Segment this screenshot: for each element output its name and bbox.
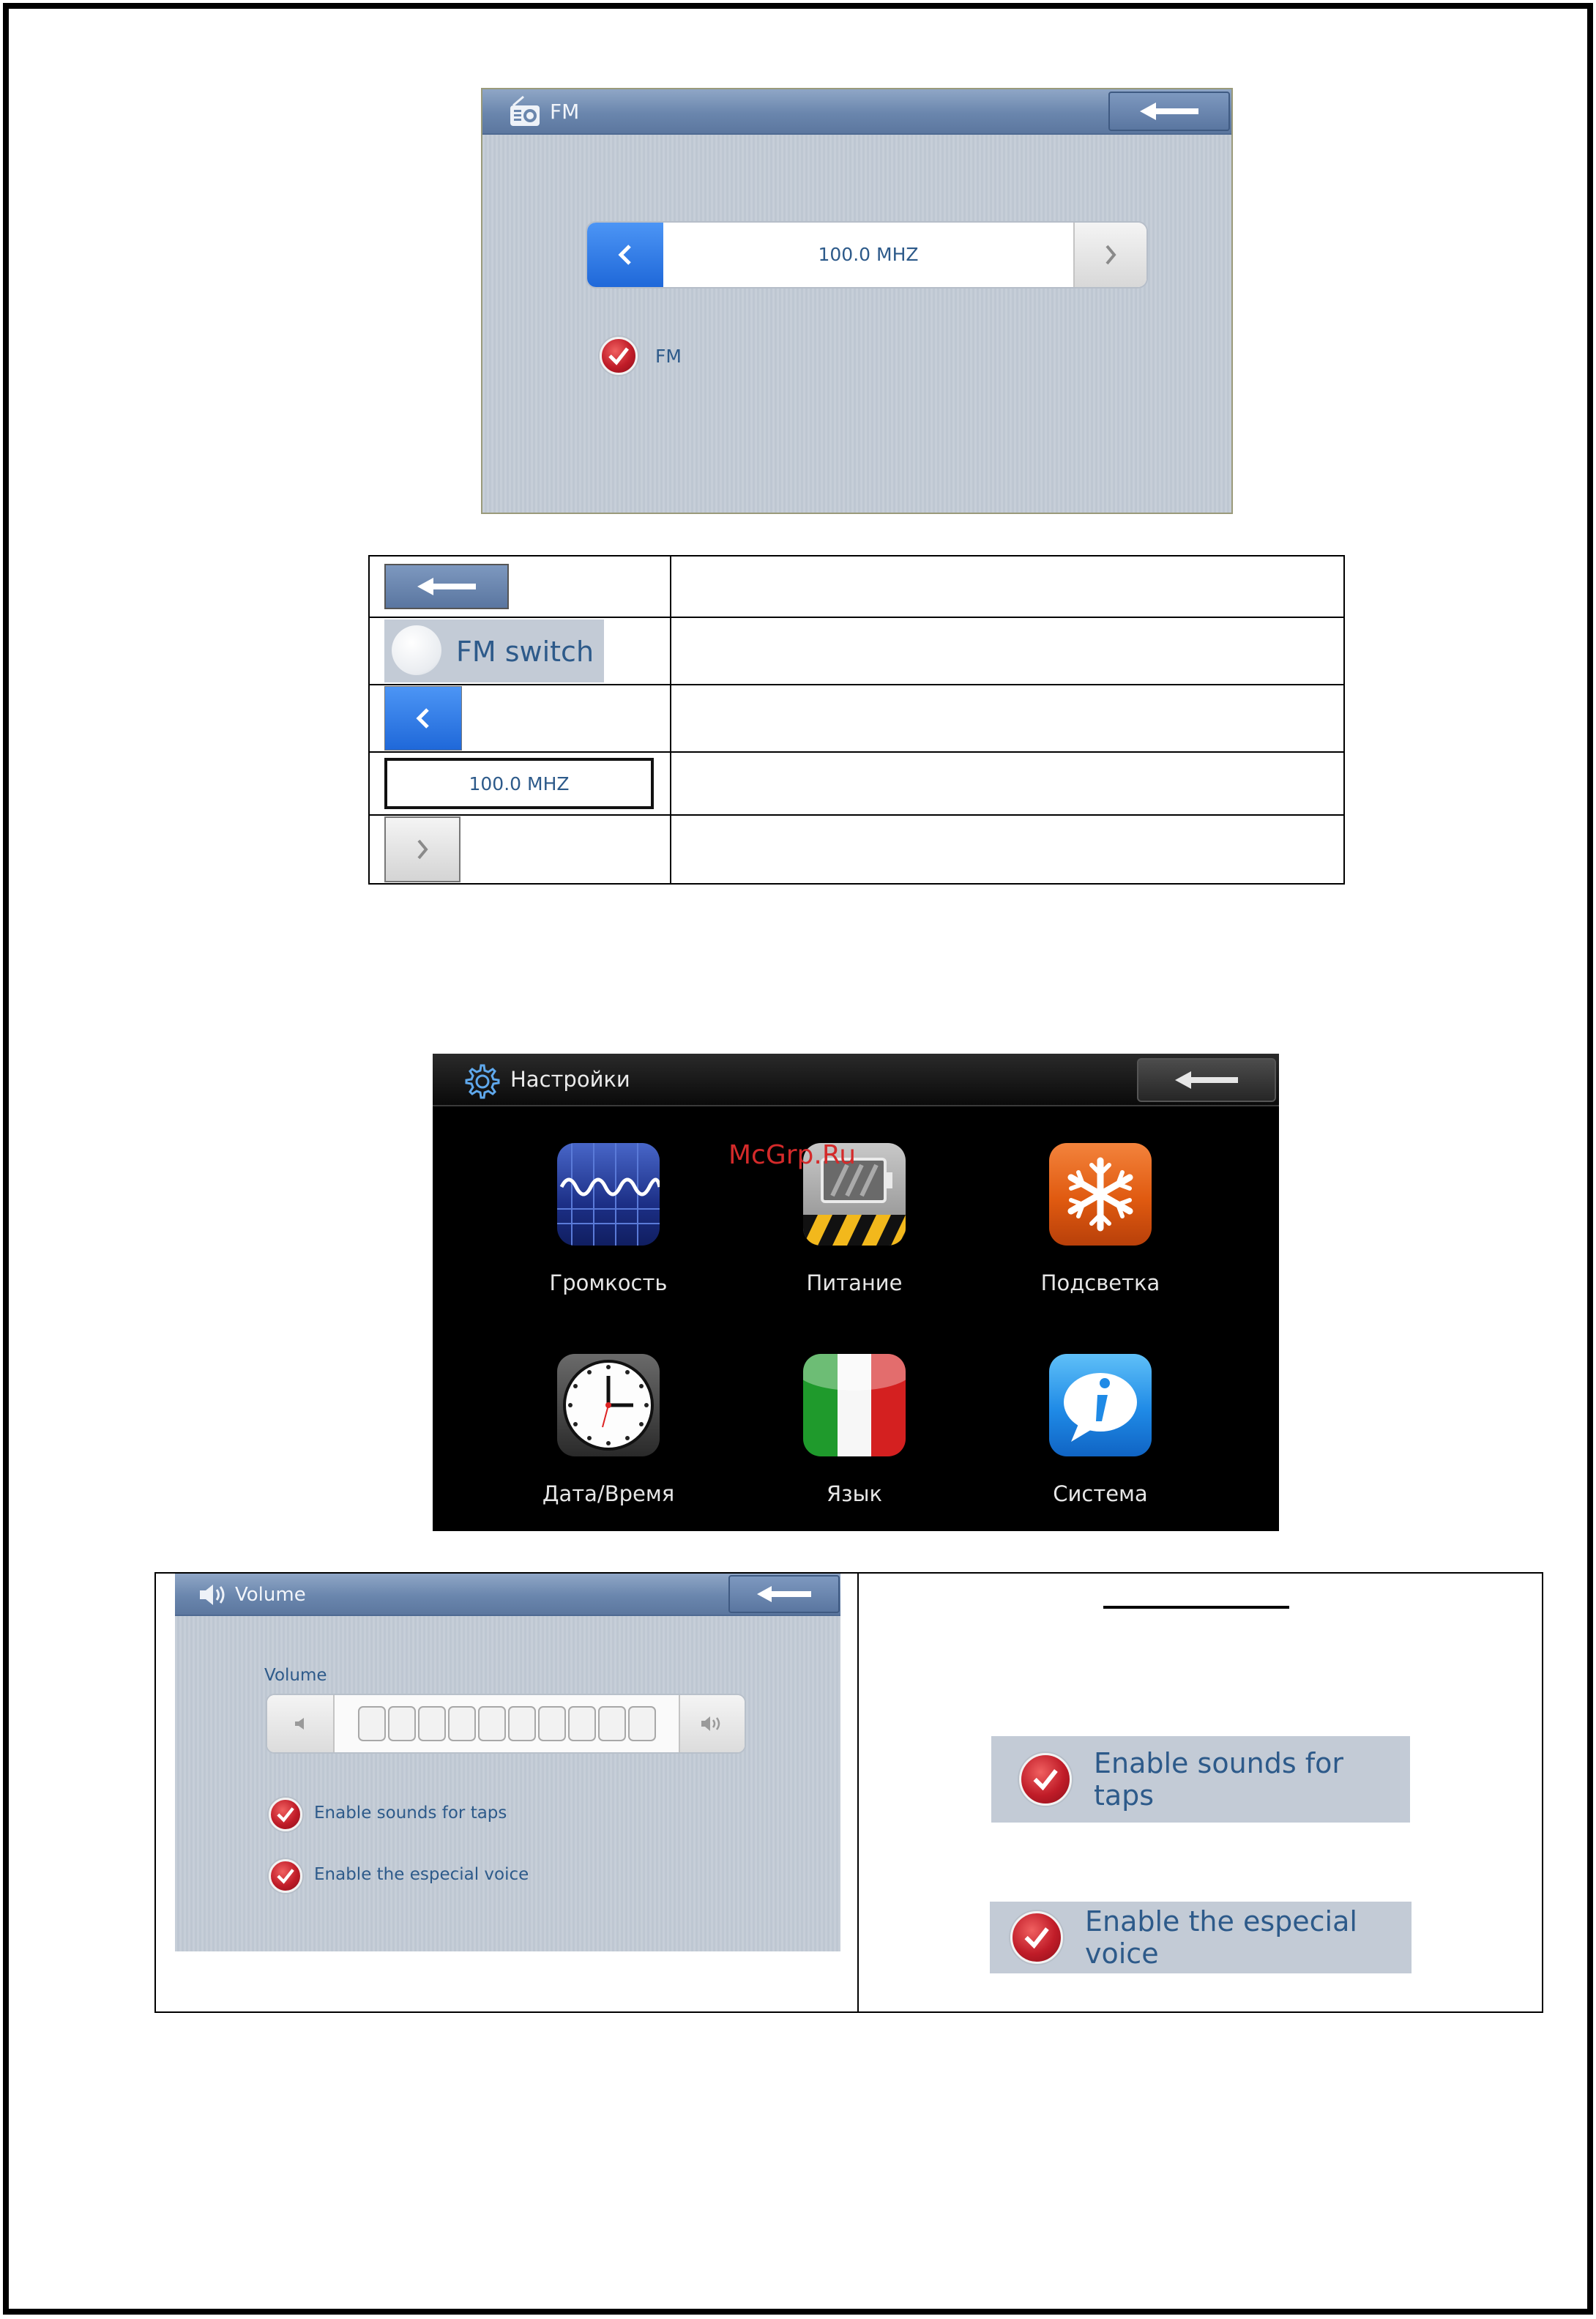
next-frequency-button[interactable] [1073,223,1146,287]
prev-frequency-button[interactable] [587,223,663,287]
chevron-left-icon [416,707,430,729]
table-row [369,685,1344,752]
volume-screen [175,1574,840,1951]
next-chevron-button[interactable] [384,816,460,882]
legend-enable-taps [991,1736,1410,1823]
gear-icon [460,1061,501,1102]
settings-titlebar [433,1054,1279,1106]
table-row [369,752,1344,815]
table-cell [369,617,671,685]
settings-item-datetime-label: Дата/Время [542,1481,675,1506]
settings-screen [433,1054,1279,1531]
checkmark-icon [1023,1926,1050,1949]
volume-up-button[interactable] [679,1695,746,1752]
back-arrow-icon [417,578,476,595]
table-row [369,815,1344,884]
legend-voice-check-icon [1010,1911,1063,1964]
checkmark-icon [608,346,630,365]
volume-slider[interactable] [266,1694,746,1754]
volume-segments [358,1705,660,1742]
checkmark-icon [276,1806,295,1823]
speaker-high-icon [700,1715,726,1732]
enable-voice-checkbox[interactable] [269,1859,302,1893]
legend-taps-label: Enable sounds for taps [1094,1747,1343,1812]
settings-item-volume-label: Громкость [549,1270,668,1295]
fm-checkbox[interactable] [600,337,638,375]
italian-flag-icon[interactable] [803,1354,906,1456]
prev-chevron-button[interactable] [384,686,462,751]
frequency-field: 100.0 MHZ [384,758,654,809]
fm-checkbox-label: FM [655,346,682,367]
speaker-low-icon [294,1716,307,1731]
settings-item-backlight-label: Подсветка [1040,1270,1160,1295]
watermark: McGrp.Ru [728,1140,857,1170]
volume-table-divider [857,1574,859,2011]
switch-circle-icon [392,625,441,675]
back-arrow-icon [1175,1071,1238,1089]
legend-voice-label: Enable the especial voice [1085,1905,1357,1970]
table-description-cell [671,685,1344,752]
legend-taps-check-icon [1019,1753,1072,1806]
back-arrow-icon [1140,103,1198,120]
info-icon[interactable] [1049,1354,1152,1456]
table-description-cell [671,617,1344,685]
radio-icon [507,95,542,129]
table-cell [369,815,671,884]
fm-titlebar [482,89,1231,135]
volume-table [154,1572,1543,2013]
settings-item-system-label: Система [1053,1481,1148,1506]
volume-wave-icon[interactable] [557,1143,660,1246]
fm-switch-label: FM switch [456,636,594,668]
settings-item-language-label: Язык [827,1481,882,1506]
table-row [369,617,1344,685]
settings-back-button[interactable] [1137,1058,1276,1102]
fm-title: FM [550,100,580,124]
volume-titlebar [175,1574,840,1616]
fm-frequency-control [586,221,1148,289]
table-cell [369,556,671,617]
volume-back-button[interactable] [728,1575,840,1613]
enable-taps-label: Enable sounds for taps [314,1804,507,1823]
legend-enable-voice [990,1902,1412,1973]
back-arrow-icon [757,1586,811,1602]
chevron-left-icon [618,244,633,266]
fm-back-button[interactable] [1108,92,1230,131]
frequency-value: 100.0 MHZ [818,244,919,265]
fm-legend-table [368,555,1345,885]
volume-slider-label: Volume [264,1666,327,1685]
table-description-cell [671,556,1344,617]
enable-taps-checkbox[interactable] [269,1798,302,1831]
table-description-cell [671,815,1344,884]
back-arrow-button[interactable] [384,564,509,609]
checkmark-icon [276,1868,295,1884]
volume-legend-heading-rule [1103,1606,1289,1609]
table-row [369,556,1344,617]
volume-segment-bar [358,1705,660,1742]
settings-title: Настройки [510,1067,630,1092]
enable-voice-label: Enable the especial voice [314,1865,529,1884]
chevron-right-icon [1103,244,1118,266]
snowflake-icon[interactable] [1049,1143,1152,1246]
chevron-right-icon [415,838,430,860]
table-cell [369,752,671,815]
checkmark-icon [1032,1768,1059,1791]
fm-switch-toggle[interactable] [384,619,604,682]
settings-item-power-label: Питание [806,1270,903,1295]
table-description-cell [671,752,1344,815]
speaker-icon [198,1582,231,1607]
clock-icon[interactable] [557,1354,660,1456]
table-cell [369,685,671,752]
volume-title: Volume [235,1584,306,1606]
fm-screen [481,88,1233,514]
volume-down-button[interactable] [267,1695,335,1752]
